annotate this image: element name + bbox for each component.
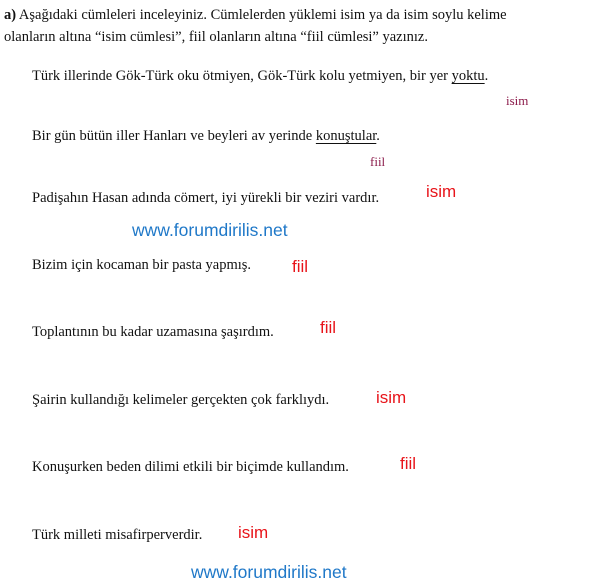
- sentence-1: [32, 68, 488, 85]
- answer-4: fiil: [292, 257, 309, 276]
- sentence-5: Toplantının bu kadar uzamasına şaşırdım.: [32, 324, 274, 340]
- sentence-3: Padişahın Hasan adında cömert, iyi yürekli bir veziri vardır.: [32, 190, 380, 206]
- sentence-2-predicate: konuştular: [315, 128, 377, 144]
- sentence-8: Türk milleti misafirperverdir.: [32, 527, 203, 543]
- answer-8: isim: [238, 523, 269, 542]
- answer-1: isim: [506, 93, 529, 108]
- instruction: [4, 4, 507, 48]
- sentence-1-period: .: [484, 68, 489, 84]
- answer-7: fiil: [400, 454, 417, 473]
- instruction-line-1: [4, 4, 507, 26]
- instruction-label: a): [4, 7, 17, 23]
- answer-2: fiil: [370, 154, 386, 169]
- answer-6: isim: [376, 388, 407, 407]
- instruction-line-2: olanların altına “isim cümlesi”, fiil olanların altına “fiil cümlesi” yazınız.: [4, 29, 428, 45]
- instruction-text-1: Aşağıdaki cümleleri inceleyiniz. Cümlelerden yüklemi isim ya da isim soylu kelime: [16, 7, 507, 23]
- sentence-2: [32, 128, 380, 145]
- watermark-2: www.forumdirilis.net: [191, 562, 347, 582]
- answer-3: isim: [426, 182, 457, 201]
- sentence-2-text: Bir gün bütün iller Hanları ve beyleri av yerinde: [32, 128, 316, 144]
- sentence-2-period: .: [376, 128, 380, 144]
- sentence-4: Bizim için kocaman bir pasta yapmış.: [32, 257, 252, 273]
- sentence-1-predicate: yoktu: [451, 68, 485, 84]
- watermark-1: www.forumdirilis.net: [132, 220, 288, 240]
- sentence-1-text: Türk illerinde Gök-Türk oku ötmiyen, Gök-Türk kolu yetmiyen, bir yer: [32, 68, 452, 84]
- sentence-7: Konuşurken beden dilimi etkili bir biçimde kullandım.: [32, 459, 349, 475]
- answer-5: fiil: [320, 318, 337, 337]
- sentence-6: Şairin kullandığı kelimeler gerçekten çok farklıydı.: [32, 392, 330, 408]
